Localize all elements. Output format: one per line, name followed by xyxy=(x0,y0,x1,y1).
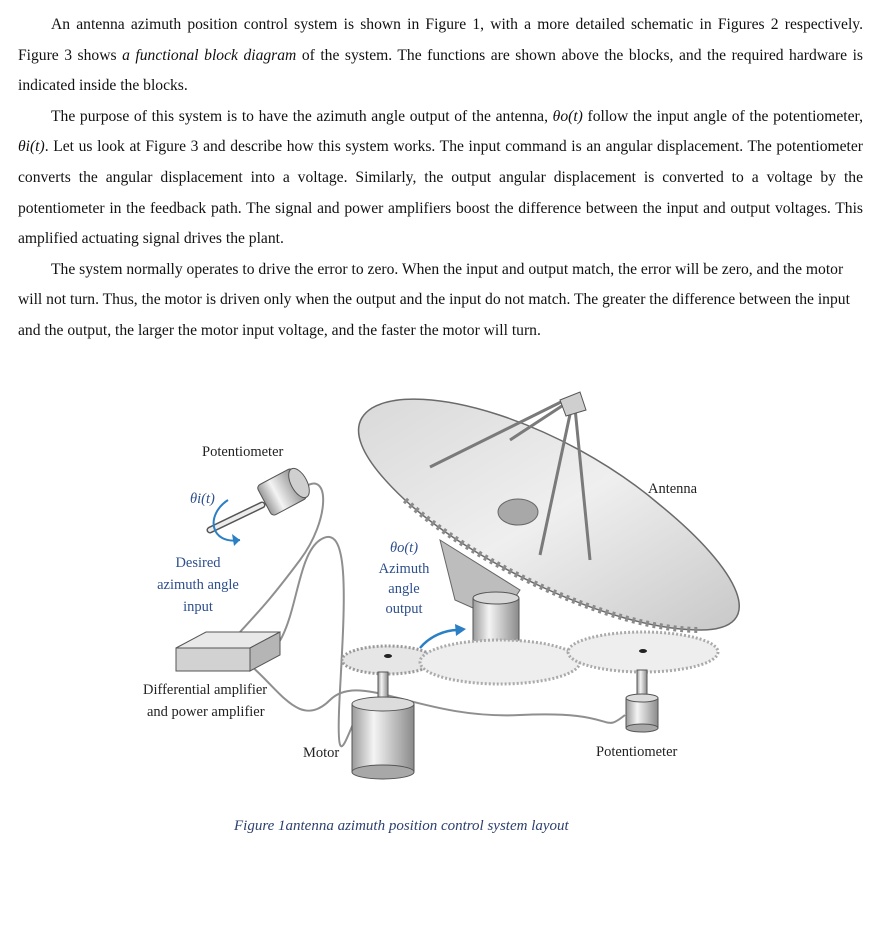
amplifier-box xyxy=(176,632,280,671)
gears xyxy=(342,632,718,684)
figure-caption: Figure 1antenna azimuth position control system layout xyxy=(234,818,569,834)
label-potentiometer-feedback: Potentiometer xyxy=(596,744,678,760)
label-azimuth-2: angle xyxy=(388,581,420,597)
label-antenna: Antenna xyxy=(648,481,698,497)
label-theta-o: θo(t) xyxy=(389,540,419,556)
label-amplifier-2: and power amplifier xyxy=(147,704,265,720)
label-azimuth-3: output xyxy=(385,601,423,617)
label-desired-2: azimuth angle xyxy=(157,577,239,593)
motor xyxy=(352,672,414,779)
rotation-arrowhead xyxy=(455,624,466,636)
paragraph-3: The system normally operates to drive the error to zero. When the input and output match, the error will be zero, and the motor will not turn. Thus, the motor is driven only when the output and the input do not match. The greater the difference between the input and the output, the larger the motor input voltage, and the faster the motor will turn. xyxy=(18,260,850,339)
label-desired-3: input xyxy=(183,599,213,615)
paragraph-2: The purpose of this system is to have the azimuth angle output of the antenna, θo(t) follow the input angle of the potentiometer, θi(t). Let us look at Figure 3 and describe how this system works. The input command is an angular displacement. The potentiometer converts the angular displacement into a voltage. Similarly, the output angular displacement is converted to a voltage by the potentiometer in the feedback path. The signal and power amplifiers boost the difference between the input and output voltages. This amplified actuating signal drives the plant. xyxy=(18,107,863,248)
feedback-potentiometer xyxy=(626,670,658,732)
label-azimuth-1: Azimuth xyxy=(378,561,430,577)
label-desired-1: Desired xyxy=(175,555,221,571)
label-potentiometer-input: Potentiometer xyxy=(202,444,284,460)
label-amplifier-1: Differential amplifier xyxy=(143,682,268,698)
input-potentiometer xyxy=(210,465,314,546)
label-motor: Motor xyxy=(303,745,340,761)
paragraph-1: An antenna azimuth position control system is shown in Figure 1, with a more detailed schematic in Figures 2 respectively. Figure 3 shows a functional block diagram of the system. The functions are shown above the blocks, and the required hardware is indicated inside the blocks. xyxy=(18,16,863,95)
label-theta-i: θi(t) xyxy=(190,491,215,507)
